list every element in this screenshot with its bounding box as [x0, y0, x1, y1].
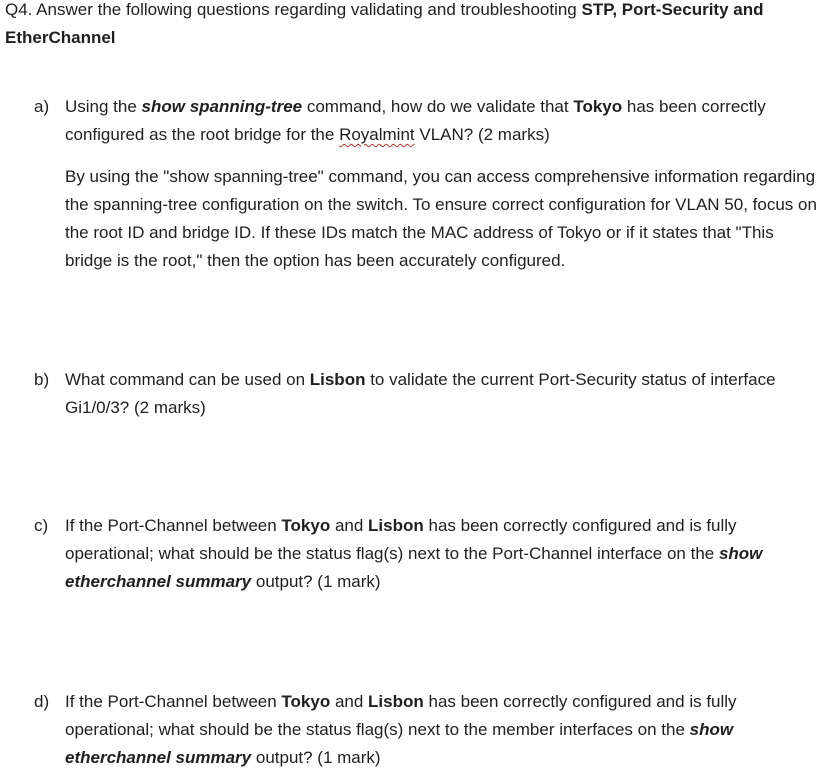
command-name: show spanning-tree: [141, 97, 303, 116]
command-name: show etherchannel summary: [65, 544, 763, 591]
text-run: If the Port-Channel between: [65, 516, 282, 535]
question-d-label: d): [34, 692, 50, 711]
question-heading: [5, 0, 817, 52]
question-a-text: [65, 93, 813, 149]
question-c-label: c): [34, 516, 49, 535]
device-name: Lisbon: [368, 516, 424, 535]
text-run: Using the: [65, 97, 142, 116]
text-run: What command can be used on: [65, 370, 310, 389]
text-run: has been correctly configured and is fully operational; what should be the status flag(s) next to the member interfaces on the: [65, 692, 737, 739]
device-name: Tokyo: [573, 97, 623, 116]
device-name: Tokyo: [281, 516, 331, 535]
text-run: has been correctly configured as the root bridge for the: [65, 97, 766, 144]
command-name: show etherchannel summary: [65, 720, 734, 767]
text-run: output? (1 mark): [251, 748, 381, 767]
text-run: command, how do we validate that: [302, 97, 574, 116]
text-run: to validate the current Port-Security status of interface Gi1/0/3? (2 marks): [65, 370, 776, 417]
spellcheck-word[interactable]: Royalmint: [339, 125, 415, 144]
question-c-text: [65, 512, 813, 596]
heading-text: Q4. Answer the following questions regarding validating and troubleshooting: [5, 0, 582, 19]
question-b-label: b): [34, 370, 50, 389]
answer-a: By using the "show spanning-tree" command, you can access comprehensive information regarding the spanning-tree configuration on the switch. To ensure correct configuration for VLAN 50, focus on the root ID and bridge ID. If these IDs match the MAC address of Tokyo or if it states that "This bridge is the root," then the option has been accurately configured.: [65, 167, 817, 270]
device-name: Lisbon: [368, 692, 424, 711]
heading-topics: STP, Port-Security and EtherChannel: [5, 0, 764, 47]
text-run: If the Port-Channel between: [65, 692, 282, 711]
text-run: and: [330, 516, 369, 535]
device-name: Tokyo: [281, 692, 331, 711]
text-run: has been correctly configured and is fully operational; what should be the status flag(s) next to the Port-Channel interface on the: [65, 516, 737, 563]
text-run: output? (1 mark): [251, 572, 381, 591]
text-run: VLAN? (2 marks): [414, 125, 550, 144]
question-a-label: a): [34, 97, 50, 116]
text-run: and: [330, 692, 369, 711]
device-name: Lisbon: [309, 370, 366, 389]
question-d-text: [65, 688, 813, 772]
question-b-text: [65, 366, 813, 422]
